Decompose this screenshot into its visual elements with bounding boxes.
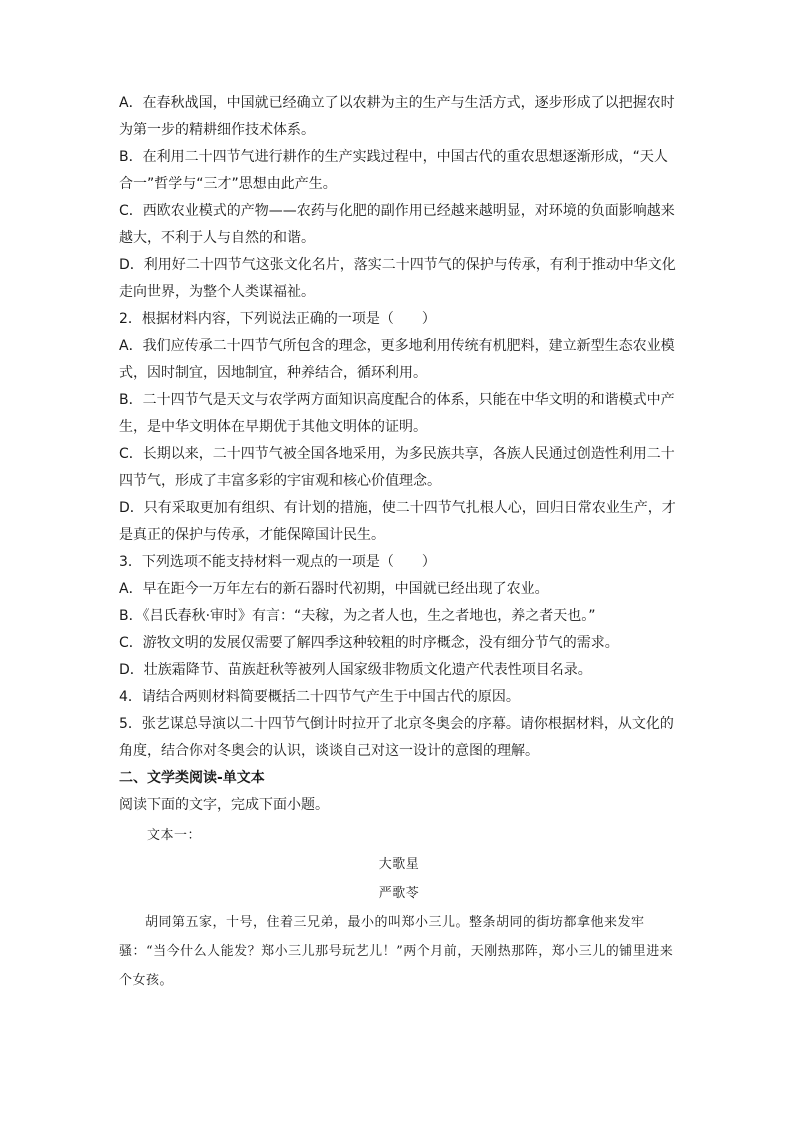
q2-option-b: B．二十四节气是天文与农学两方面知识高度配合的体系，只能在中华文明的和谐模式中产生，是中华文明体在早期优于其他文明体的证明。 — [119, 392, 675, 435]
section-instruction: 阅读下面的文字，完成下面小题。 — [119, 797, 329, 813]
story-title: 大歌星 — [378, 857, 420, 872]
story-author: 严歌苓 — [378, 886, 420, 901]
q3-option-a: A．早在距今一万年左右的新石器时代初期，中国就已经出现了农业。 — [119, 581, 549, 597]
story-paragraph: 胡同第五家，十号，住着三兄弟，最小的叫郑小三儿。整条胡同的街坊都拿他来发牢骚：“当今什么人能发？郑小三儿那号玩艺儿！”两个月前，天刚热那阵，郑小三儿的铺里进来个女孩。 — [119, 915, 674, 988]
q1-option-b: B．在利用二十四节气进行耕作的生产实践过程中，中国古代的重农思想逐渐形成，“天人合一”哲学与“三才”思想由此产生。 — [119, 149, 668, 192]
q1-option-c: C．西欧农业模式的产物——农药与化肥的副作用已经越来越明显，对环境的负面影响越来越大，不利于人与自然的和谐。 — [119, 203, 675, 246]
q1-option-d: D．利用好二十四节气这张文化名片，落实二十四节气的保护与传承，有利于推动中华文化走向世界，为整个人类谋福祉。 — [119, 257, 676, 300]
q5-stem: 5．张艺谋总导演以二十四节气倒计时拉开了北京冬奥会的序幕。请你根据材料，从文化的角度，结合你对冬奥会的认识，谈谈自己对这一设计的意图的理解。 — [119, 716, 674, 759]
q3-stem: 3．下列选项不能支持材料一观点的一项是（ ） — [119, 554, 436, 570]
q1-option-a: A．在春秋战国，中国就已经确立了以农耕为主的生产与生活方式，逐步形成了以把握农时为第一步的精耕细作技术体系。 — [119, 95, 675, 138]
q2-option-d: D．只有采取更加有组织、有计划的措施，使二十四节气扎根人心，回归日常农业生产，才是真正的保护与传承，才能保障国计民生。 — [119, 500, 676, 543]
q2-stem: 2．根据材料内容，下列说法正确的一项是（ ） — [119, 311, 436, 327]
section-heading: 二、文学类阅读-单文本 — [119, 770, 265, 786]
q3-option-d: D．壮族霜降节、苗族赶秋等被列人国家级非物质文化遗产代表性项目名录。 — [119, 662, 592, 678]
document-body — [119, 90, 679, 995]
q2-option-a: A．我们应传承二十四节气所包含的理念，更多地利用传统有机肥料，建立新型生态农业模式，因时制宜，因地制宜，种养结合，循环利用。 — [119, 338, 675, 381]
q2-option-c: C．长期以来，二十四节气被全国各地采用，为多民族共享，各族人民通过创造性利用二十四节气，形成了丰富多彩的宇宙观和核心价值理念。 — [119, 446, 675, 489]
q3-option-b: B．《吕氏春秋·审时》有言：“夫稼，为之者人也，生之者地也，养之者天也。” — [119, 608, 596, 624]
text-label: 文本一： — [147, 828, 202, 843]
q4-stem: 4．请结合两则材料简要概括二十四节气产生于中国古代的原因。 — [119, 689, 520, 705]
q3-option-c: C．游牧文明的发展仅需要了解四季这种较粗的时序概念，没有细分节气的需求。 — [119, 635, 619, 651]
